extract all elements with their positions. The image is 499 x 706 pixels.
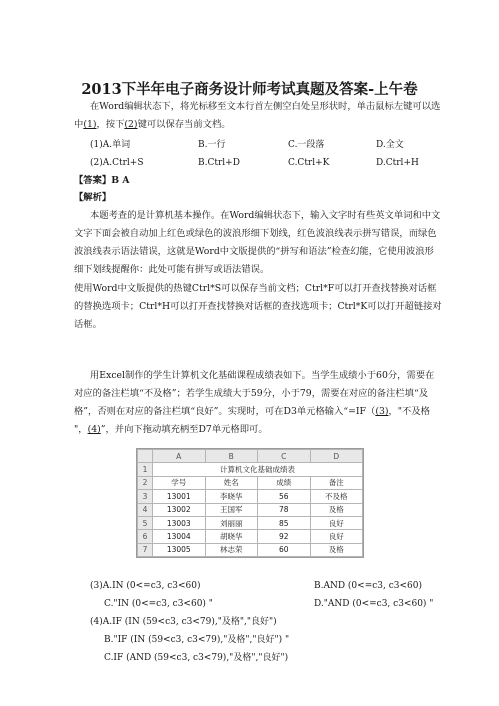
sheet-row-number: 2 xyxy=(138,476,153,489)
q2-line3 xyxy=(74,406,430,418)
sheet-cell: 92 xyxy=(258,530,311,543)
sheet-row xyxy=(138,476,363,489)
sheet-header-cell: 成绩 xyxy=(258,476,311,489)
analysis-line: 波浪线表示语法错误，这就是Word中文版提供的“拼写和语法”检查幻能，它使用波浪形 xyxy=(74,246,434,257)
sheet-row-number: 5 xyxy=(138,516,153,529)
blank-4: (4) xyxy=(87,424,101,435)
sheet-cell: 13001 xyxy=(153,490,206,503)
sheet-cell: 李晓华 xyxy=(205,490,258,503)
sheet-row-number: 1 xyxy=(138,463,153,476)
q2-opt-3B: B.AND (0<=c3, c3<60) xyxy=(314,581,423,591)
q1-opt-2A: (2)A.Ctrl+S xyxy=(90,158,144,168)
q1-opt-1D: D.全文 xyxy=(376,140,404,150)
sheet-cell: 刘丽丽 xyxy=(205,516,258,529)
blank-2: (2) xyxy=(124,119,138,130)
sheet-cell: 及格 xyxy=(310,543,363,556)
sheet-cell: 13005 xyxy=(153,543,206,556)
q1-stem-post: 键可以保存当前文档。 xyxy=(137,119,231,130)
q2-line4-pre: "， xyxy=(74,424,88,435)
analysis-label: 【解析】 xyxy=(74,192,112,203)
q1-opt-2C: C.Ctrl+K xyxy=(288,158,330,168)
q2-line2: 对应的备注栏填“不及格”；若学生成绩大于59分，小于79，需要在对应的备注栏填“及 xyxy=(74,388,429,399)
sheet-row xyxy=(138,516,363,529)
analysis-line: 文字下面会被自动加上红色或绿色的波浪形细下划线，红色波浪线表示拼写错误，而绿色 xyxy=(74,228,437,239)
sheet-cell: 良好 xyxy=(310,530,363,543)
q1-opt-1C: C.一段落 xyxy=(288,140,325,150)
sheet-cell: 13002 xyxy=(153,503,206,516)
q2-line4-post: ”，并向下拖动填充柄至D7单元格即可。 xyxy=(100,424,268,435)
sheet-row xyxy=(138,490,363,503)
sheet-col-header: B xyxy=(205,450,258,463)
analysis-line: 话框。 xyxy=(74,319,102,330)
sheet-cell: 13003 xyxy=(153,516,206,529)
spreadsheet-image xyxy=(136,448,364,558)
sheet-cell: 良好 xyxy=(310,516,363,529)
q2-opt-3D: D."AND (0<=c3, c3<60) " xyxy=(314,599,434,609)
q2-line4 xyxy=(74,424,268,436)
sheet-cell: 不及格 xyxy=(310,490,363,503)
analysis-line: 细下划线提醒你：此处可能有拼写或语法错误。 xyxy=(74,264,270,275)
answer-value: B A xyxy=(111,175,130,186)
sheet-cell: 及格 xyxy=(310,503,363,516)
sheet-row-number: 4 xyxy=(138,503,153,516)
blank-1: (1) xyxy=(83,119,97,130)
sheet-row xyxy=(138,463,363,476)
q2-opt-4C: C.IF (AND (59<c3, c3<79),"及格","良好") xyxy=(104,653,289,663)
q2-line3-post: ，"不及格 xyxy=(388,406,430,417)
sheet-row-number: 6 xyxy=(138,530,153,543)
sheet-cell: 王国军 xyxy=(205,503,258,516)
q2-opt-4A: (4)A.IF (IN (59<c3, c3<79),"及格","良好") xyxy=(90,617,277,627)
sheet-col-header: C xyxy=(258,450,311,463)
q1-stem-line2 xyxy=(74,119,231,131)
sheet-cell: 85 xyxy=(258,516,311,529)
sheet-header-cell: 学号 xyxy=(153,476,206,489)
sheet-cell: 胡晓华 xyxy=(205,530,258,543)
sheet-row xyxy=(138,503,363,516)
sheet-corner xyxy=(138,450,153,463)
blank-3: (3) xyxy=(375,406,389,417)
sheet-column-headers xyxy=(138,450,363,463)
q1-stem-line1: 在Word编辑状态下，将光标移至文本行首左侧空白处呈形状时，单击鼠标左键可以选 xyxy=(90,101,441,112)
q1-opt-2B: B.Ctrl+D xyxy=(198,158,240,168)
sheet-row-number: 7 xyxy=(138,543,153,556)
sheet-header-cell: 备注 xyxy=(310,476,363,489)
answer-line xyxy=(74,175,130,187)
q2-line3-pre: 格”，否则在对应的备注栏填“良好”。实现时，可在D3单元格输入“=IF（ xyxy=(74,406,376,417)
q2-line1: 用Excel制作的学生计算机文化基础课程成绩表如下。当学生成绩小于60分，需要在 xyxy=(90,370,435,381)
sheet-cell: 13004 xyxy=(153,530,206,543)
sheet-col-header: D xyxy=(310,450,363,463)
page-title: 2013下半年电子商务设计师考试真题及答案-上午卷 xyxy=(81,81,418,98)
sheet-row xyxy=(138,543,363,556)
sheet-cell: 56 xyxy=(258,490,311,503)
sheet-header-cell: 姓名 xyxy=(205,476,258,489)
q1-stem-mid: ，按下 xyxy=(96,119,125,130)
sheet-cell: 60 xyxy=(258,543,311,556)
analysis-line: 本题考查的是计算机基本操作。在Word编辑状态下，输入文字时有些英文单词和中文 xyxy=(90,210,441,221)
sheet-row-number: 3 xyxy=(138,490,153,503)
q1-opt-1B: B.一行 xyxy=(198,140,226,150)
analysis-line: 的替换选项卡；Ctrl*H可以打开查找替换对话框的查找选项卡；Ctrl*K可以打开超链接对 xyxy=(74,301,442,312)
q1-opt-2D: D.Ctrl+H xyxy=(376,158,419,168)
q2-opt-3C: C."IN (0<=c3, c3<60) " xyxy=(104,599,213,609)
q2-opt-3A: (3)A.IN (0<=c3, c3<60) xyxy=(90,581,201,591)
q1-opt-1A: (1)A.单词 xyxy=(90,140,131,150)
sheet-cell: 林志荣 xyxy=(205,543,258,556)
analysis-line: 使用Word中文版提供的热键Ctrl*S可以保存当前文档；Ctrl*F可以打开查找替换对话框 xyxy=(74,283,437,294)
answer-label: 【答案】 xyxy=(74,175,112,186)
sheet-merged-title: 计算机文化基础成绩表 xyxy=(153,463,363,476)
q2-opt-4B: B."IF (IN (59<c3, c3<79),"及格","良好") " xyxy=(104,635,290,645)
q1-stem-pre: 中 xyxy=(74,119,84,130)
sheet-col-header: A xyxy=(153,450,206,463)
sheet-cell: 78 xyxy=(258,503,311,516)
sheet-row xyxy=(138,530,363,543)
